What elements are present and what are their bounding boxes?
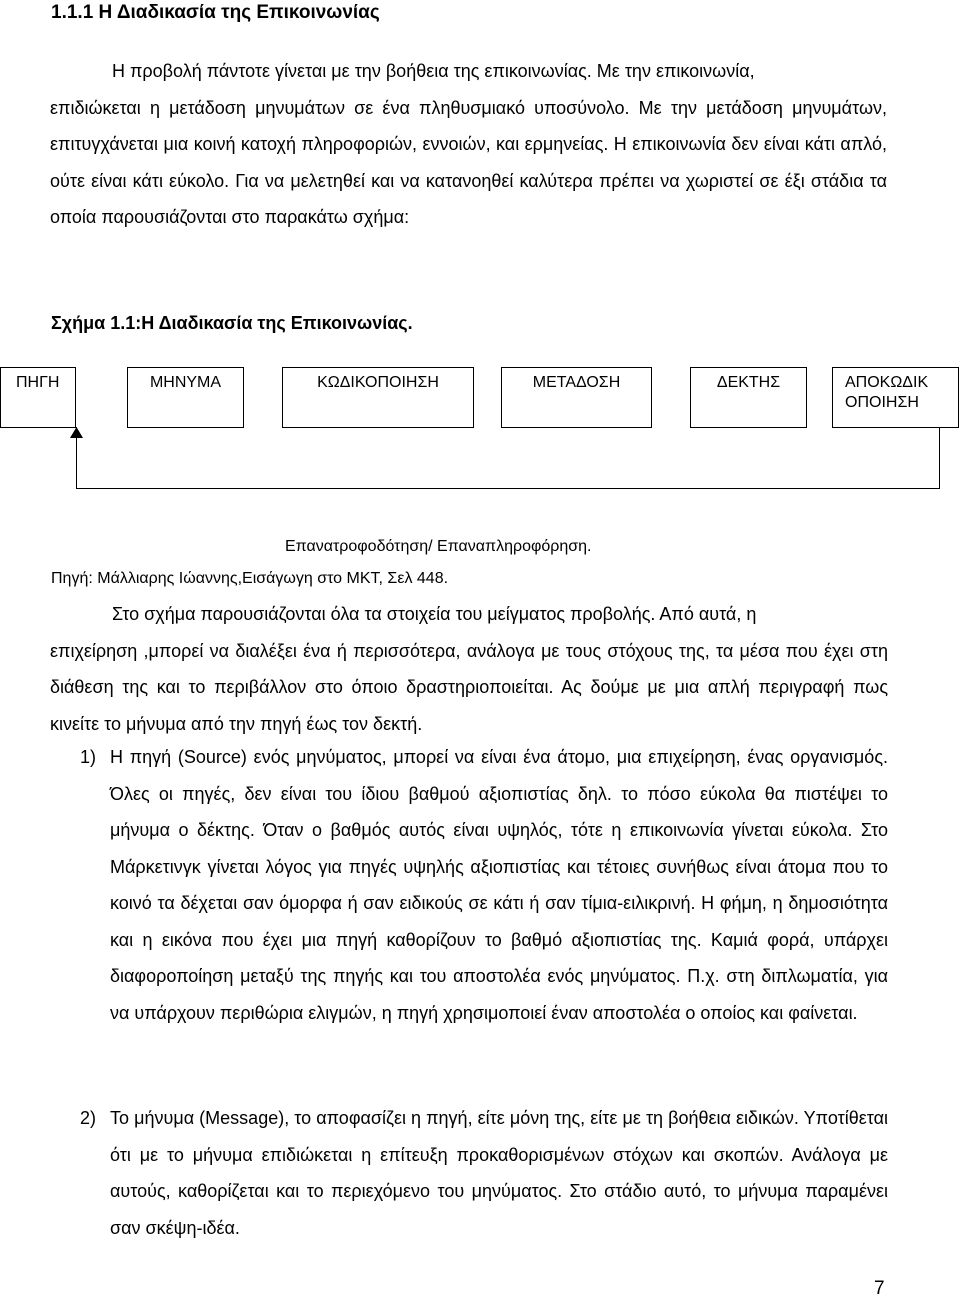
figure-caption: Σχήμα 1.1:Η Διαδικασία της Επικοινωνίας. (51, 313, 413, 333)
list-item-number: 2) (80, 1108, 97, 1128)
feedback-label: Επανατροφοδότηση/ Επαναπληροφόρηση. (285, 538, 592, 555)
body-first-line: Στο σχήμα παρουσιάζονται όλα τα στοιχεία του μείγματος προβολής. Από αυτά, η (112, 604, 757, 624)
intro-first-line: Η προβολή πάντοτε γίνεται με την βοήθεια της επικοινωνίας. Με την επικοινωνία, (112, 61, 755, 81)
stage-decoding: ΑΠΟΚΩΔΙΚ ΟΠΟΙΗΣΗ (832, 367, 959, 428)
intro-rest: επιδιώκεται η μετάδοση μηνυμάτων σε ένα πληθυσμιακό υποσύνολο. Με την μετάδοση μηνυμάτων, επιτυγχάνεται μια κοινή κατοχή πληροφοριών, εννοιών, και ερμηνείας. Η επικοινωνία δεν είναι κάτι απλό, ούτε είναι κάτι εύκολο. Για να μελετηθεί και να κατανοηθεί καλύτερα πρέπει να χωριστεί σε έξι στάδια τα οποία παρουσιάζονται στο παρακάτω σχήμα: (50, 97, 887, 227)
intro-paragraph (50, 53, 887, 236)
body-rest: επιχείρηση ,μπορεί να διαλέξει ένα ή περισσότερα, ανάλογα με τους στόχους της, τα μέσα που έχει στη διάθεση της και το περιβάλλον στο όποιο δραστηριοποιείται. Ας δούμε με μια απλή περιγραφή πως κινείτε το μήνυμα από την πηγή έως τον δεκτή. (50, 640, 888, 734)
list-item-number: 1) (80, 747, 97, 767)
list-item (80, 739, 888, 1031)
stage-receiver: ΔΕΚΤΗΣ (690, 367, 807, 428)
list-item (80, 1100, 888, 1246)
body-paragraph (50, 596, 888, 742)
stage-transmission: ΜΕΤΑΔΟΣΗ (501, 367, 652, 428)
page-number: 7 (874, 1278, 885, 1299)
stage-source: ΠΗΓΗ (0, 367, 76, 428)
feedback-line-bottom (76, 488, 940, 489)
stage-message: ΜΗΝΥΜΑ (127, 367, 244, 428)
arrow-up-icon (70, 427, 83, 440)
list-item-text: Η πηγή (Source) ενός μηνύματος, μπορεί να είναι ένα άτομο, μια επιχείρηση, ένας οργανισμός. Όλες οι πηγές, δεν είναι του ίδιου βαθμού αξιοπιστίας δηλ. το πόσο εύκολα θα πιστέψει το μήνυμα ο δέκτης. Όταν ο βαθμός αυτός είναι υψηλός, τότε η επικοινωνία γίνεται εύκολα. Στο Μάρκετινγκ γίνεται λόγος για πηγές υψηλής αξιοπιστίας και τέτοιες συνήθως είναι άτομα που το κοινό τα δέχεται σαν όμορφα ή σαν ειδικούς σε κάτι ή σαν τίμια-ειλικρινή. Η φήμη, η δημοσιότητα και η εικόνα που έχει μια πηγή καθορίζουν το βαθμό αξιοπιστίας της. Καμιά φορά, υπάρχει διαφοροποίηση μεταξύ της πηγής και του αποστολέα ενός μηνύματος. Π.χ. στη διπλωματία, για να υπάρχουν περιθώρια ελιγμών, η πηγή χρησιμοποιεί έναν αποστολέα ο οποίος και φαίνεται. (110, 747, 888, 1023)
feedback-line-right (939, 427, 940, 489)
list-item-text: Το μήνυμα (Message), το αποφασίζει η πηγή, είτε μόνη της, είτε με τη βοήθεια ειδικών. Υποτίθεται ότι με το μήνυμα επιδιώκεται η επίτευξη προκαθορισμένων στόχων και σκοπών. Ανάλογα με αυτούς, καθορίζεται και το περιεχόμενο του μηνύματος. Στο στάδιο αυτό, το μήνυμα παραμένει σαν σκέψη-ιδέα. (110, 1108, 888, 1238)
figure-source-note: Πηγή: Μάλλιαρης Ιώαννης,Εισάγωγη στο ΜΚΤ, Σελ 448. (51, 570, 449, 587)
stage-encoding: ΚΩΔΙΚΟΠΟΙΗΣΗ (282, 367, 474, 428)
section-heading: 1.1.1 Η Διαδικασία της Επικοινωνίας (51, 2, 380, 23)
